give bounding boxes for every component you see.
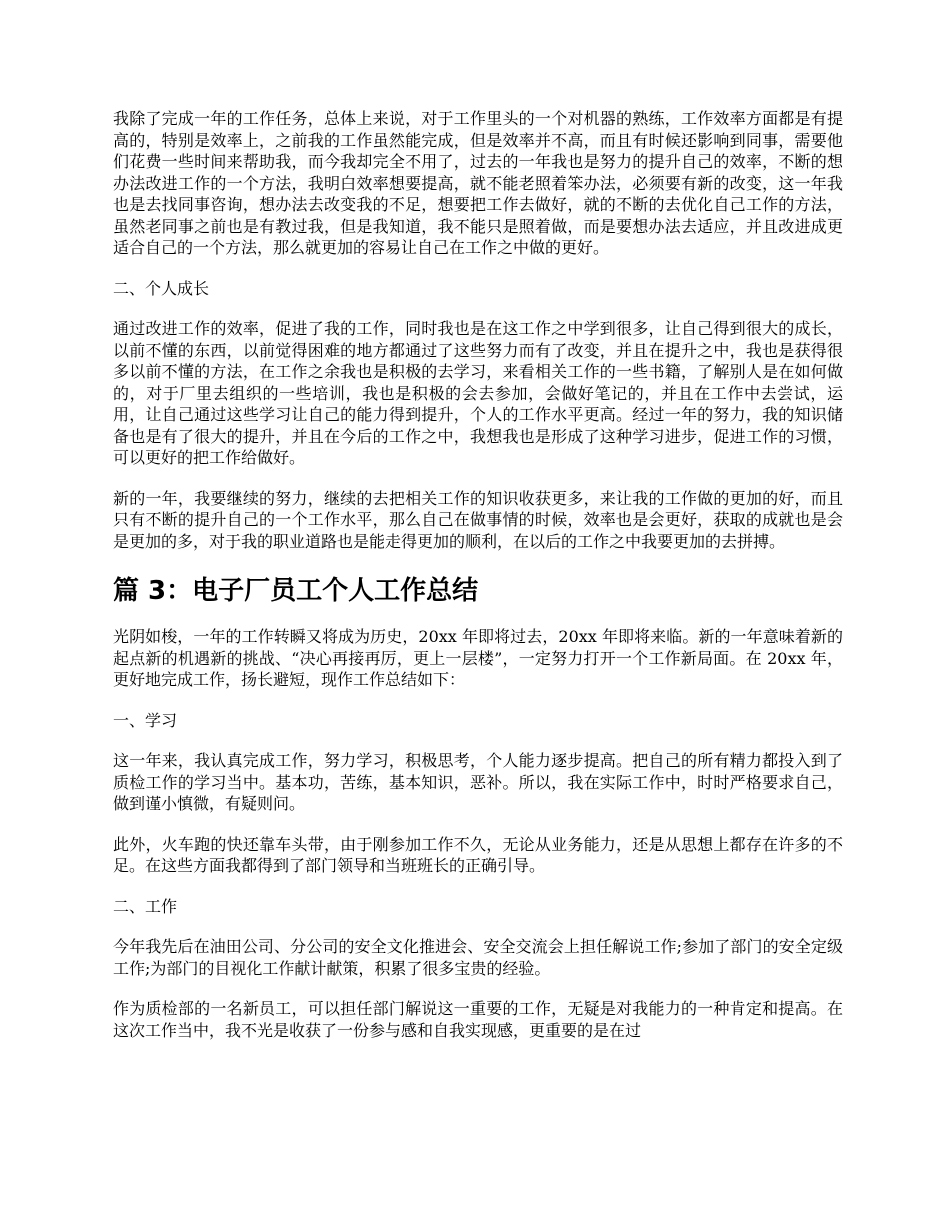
paragraph-intro: 光阴如梭，一年的工作转瞬又将成为历史，20xx 年即将过去，20xx 年即将来临。新的一年意味着新的起点新的机遇新的挑战、“决心再接再厉，更上一层楼”，一定努力打开一个工作新局面。在 20xx 年，更好地完成工作，扬长避短，现作工作总结如下： (113, 627, 843, 689)
paragraph-work: 今年我先后在油田公司、分公司的安全文化推进会、安全交流会上担任解说工作;参加了部门的安全定级工作;为部门的目视化工作献计献策，积累了很多宝贵的经验。 (113, 937, 843, 978)
paragraph-inspector: 作为质检部的一名新员工，可以担任部门解说这一重要的工作，无疑是对我能力的一种肯定和提高。在这次工作当中，我不光是收获了一份参与感和自我实现感，更重要的是在过 (113, 999, 843, 1040)
article-heading: 篇 3：电子厂员工个人工作总结 (113, 576, 479, 606)
document-page (113, 108, 843, 1060)
paragraph-guidance: 此外，火车跑的快还靠车头带，由于刚参加工作不久，无论从业务能力，还是从思想上都存在许多的不足。在这些方面我都得到了部门领导和当班班长的正确引导。 (113, 834, 843, 875)
paragraph-growth: 通过改进工作的效率，促进了我的工作，同时我也是在这工作之中学到很多，让自己得到很大的成长，以前不懂的东西，以前觉得困难的地方都通过了这些努力而有了改变，并且在提升之中，我也是获得很多以前不懂的方法，在工作之余我也是积极的去学习，来看相关工作的一些书籍，了解别人是在如何做的，对于厂里去组织的一些培训，我也是积极的会去参加，会做好笔记的，并且在工作中去尝试，运用，让自己通过这些学习让自己的能力得到提升，个人的工作水平更高。经过一年的努力，我的知识储备也是有了很大的提升，并且在今后的工作之中，我想我也是形成了这种学习进步，促进工作的习惯，可以更好的把工作给做好。 (113, 319, 843, 467)
section-title-personal-growth: 二、个人成长 (113, 278, 210, 298)
section-title-study: 一、学习 (113, 710, 178, 730)
paragraph-study: 这一年来，我认真完成工作，努力学习，积极思考，个人能力逐步提高。把自己的所有精力都投入到了质检工作的学习当中。基本功，苦练，基本知识，恶补。所以，我在实际工作中，时时严格要求自己，做到谨小慎微，有疑则问。 (113, 751, 843, 813)
section-title-work: 二、工作 (113, 896, 178, 916)
paragraph-efficiency: 我除了完成一年的工作任务，总体上来说，对于工作里头的一个对机器的熟练，工作效率方面都是有提高的，特别是效率上，之前我的工作虽然能完成，但是效率并不高，而且有时候还影响到同事，需要他们花费一些时间来帮助我，而今我却完全不用了，过去的一年我也是努力的提升自己的效率，不断的想办法改进工作的一个方法，我明白效率想要提高，就不能老照着笨办法，必须要有新的改变，这一年我也是去找同事咨询，想办法去改变我的不足，想要把工作去做好，就的不断的去优化自己工作的方法，虽然老同事之前也是有教过我，但是我知道，我不能只是照着做，而是要想办法去适应，并且改进成更适合自己的一个方法，那么就更加的容易让自己在工作之中做的更好。 (113, 109, 843, 257)
paragraph-new-year: 新的一年，我要继续的努力，继续的去把相关工作的知识收获更多，来让我的工作做的更加的好，而且只有不断的提升自己的一个工作水平，那么自己在做事情的时候，效率也是会更好，获取的成就也是会是更加的多，对于我的职业道路也是能走得更加的顺利，在以后的工作之中我要更加的去拼搏。 (113, 488, 843, 551)
